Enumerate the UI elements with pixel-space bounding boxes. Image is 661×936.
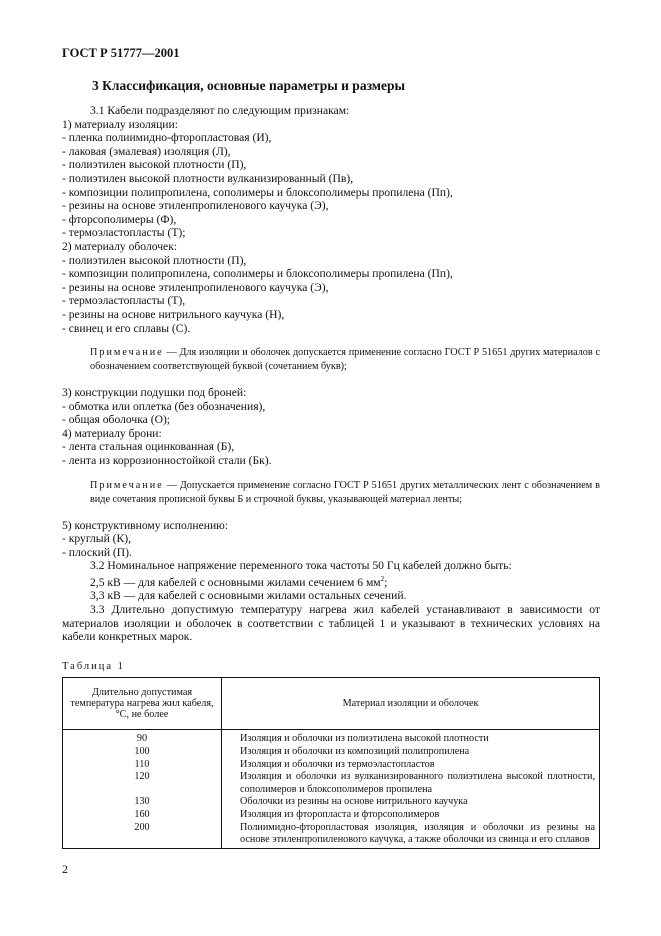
- voltage-line-1: 2,5 кВ — для кабелей с основными жилами сечением 6 $мм^2$;: [90, 575, 388, 589]
- material-cell: [222, 771, 600, 796]
- table-row: [63, 809, 600, 822]
- list-item: - пленка полиимидно-фторопластовая (И),: [62, 131, 272, 145]
- list-bedding: [62, 400, 600, 427]
- list-insulation: [62, 131, 600, 240]
- list-title-bedding: 3) конструкции подушки под броней:: [62, 386, 247, 400]
- section-title: 3 Классификация, основные параметры и размеры: [92, 78, 406, 93]
- table-row: [63, 771, 600, 796]
- material-cell: [222, 822, 600, 849]
- document-body: [62, 104, 600, 849]
- temperature-cell: 130: [63, 796, 222, 809]
- material-text: Оболочки из резины на основе нитрильного каучука: [240, 796, 468, 808]
- material-text: Полиимидно-фторопластовая изоляция, изоляция и оболочки из резины на основе этиленпропиленового каучука, а также оболочки из свинца и его сплавов: [240, 821, 595, 846]
- material-cell: [222, 730, 600, 746]
- list-title-design: 5) конструктивному исполнению:: [62, 518, 229, 532]
- temperature-cell: 120: [63, 771, 222, 796]
- list-item: - свинец и его сплавы (С).: [62, 321, 191, 335]
- temperature-cell: 200: [63, 822, 222, 849]
- list-armour: [62, 440, 600, 467]
- temperature-cell: 90: [63, 730, 222, 746]
- list-title-armour: 4) материалу брони:: [62, 426, 162, 440]
- list-item: - резины на основе этиленпропиленового каучука (Э),: [62, 280, 329, 294]
- table-row: [63, 796, 600, 809]
- material-cell: [222, 796, 600, 809]
- paragraph-3-2: 3.2 Номинальное напряжение переменного тока частоты 50 Гц кабелей должно быть:: [90, 559, 512, 573]
- voltage-line-2: 3,3 кВ — для кабелей с основными жилами остальных сечений.: [90, 589, 407, 603]
- note-label: Примечание: [90, 347, 164, 359]
- list-item: - общая оболочка (О);: [62, 413, 171, 427]
- list-item: - композиции полипропилена, сополимеры и блоксополимеры пропилена (Пп),: [62, 185, 453, 199]
- list-title-insulation: 1) материалу изоляции:: [62, 117, 178, 131]
- list-item: - круглый (К),: [62, 532, 132, 546]
- material-cell: [222, 809, 600, 822]
- table-row: [63, 759, 600, 772]
- paragraph-3-1: 3.1 Кабели подразделяют по следующим признакам:: [90, 104, 350, 117]
- temperature-cell: 110: [63, 759, 222, 772]
- material-text: Изоляция и оболочки из композиций полипропилена: [240, 746, 470, 758]
- document-header: ГОСТ Р 51777—2001: [62, 46, 180, 60]
- list-item: - лаковая (эмалевая) изоляция (Л),: [62, 144, 231, 158]
- list-item: - фторсополимеры (Ф),: [62, 212, 177, 226]
- list-item: - композиции полипропилена, сополимеры и блоксополимеры пропилена (Пп),: [62, 267, 453, 281]
- list-item: - плоский (П).: [62, 545, 132, 559]
- table-1: [62, 677, 600, 848]
- list-item: - лента из коррозионностойкой стали (Бк).: [62, 454, 272, 468]
- list-item: - термоэластопласты (Т),: [62, 294, 186, 308]
- paragraph-3-3: 3.3 Длительно допустимую температуру нагрева жил кабелей устанавливают в зависимости от материалов изоляции и оболочек в соответствии с таблицей 1 и указывают в технических условиях на кабели конкретных марок.: [62, 603, 600, 644]
- note-1: [62, 346, 600, 374]
- table-row: [63, 730, 600, 746]
- list-item: - обмотка или оплетка (без обозначения),: [62, 399, 266, 413]
- material-cell: [222, 759, 600, 772]
- material-text: Изоляция и оболочки из полиэтилена высокой плотности: [240, 733, 489, 745]
- list-item: - резины на основе этиленпропиленового каучука (Э),: [62, 199, 329, 213]
- table-row: [63, 822, 600, 849]
- note-text: — Допускается применение согласно ГОСТ Р 51651 других металлических лент с обозначением в виде сочетания прописной буквы Б и строчной буквы, указывающей материал ленты;: [90, 479, 600, 505]
- list-item: - полиэтилен высокой плотности (П),: [62, 253, 247, 267]
- table-caption: Таблица 1: [62, 660, 125, 672]
- list-design: [62, 532, 600, 559]
- material-text: Изоляция из фторопласта и фторсополимеров: [240, 809, 440, 821]
- page-number: 2: [62, 862, 68, 876]
- table-header-material: Материал изоляции и оболочек: [222, 678, 600, 730]
- temperature-cell: 160: [63, 809, 222, 822]
- table-row: [63, 746, 600, 759]
- material-cell: [222, 746, 600, 759]
- list-sheath: [62, 254, 600, 336]
- material-text: Изоляция и оболочки из вулканизированного полиэтилена высокой плотности, сополимеров и блоксополимеров пропилена: [240, 771, 595, 795]
- list-item: - термоэластопласты (Т);: [62, 226, 186, 240]
- temperature-cell: 100: [63, 746, 222, 759]
- table-header-temperature: Длительно допустимая температура нагрева жил кабеля, °С, не более: [63, 678, 222, 730]
- list-item: - резины на основе нитрильного каучука (Н),: [62, 307, 285, 321]
- list-item: - лента стальная оцинкованная (Б),: [62, 440, 235, 454]
- list-title-sheath: 2) материалу оболочек:: [62, 239, 178, 253]
- note-label: Примечание: [90, 479, 164, 491]
- list-item: - полиэтилен высокой плотности вулканизированный (Пв),: [62, 171, 354, 185]
- list-item: - полиэтилен высокой плотности (П),: [62, 158, 247, 172]
- material-text: Изоляция и оболочки из термоэластопластов: [240, 758, 435, 770]
- note-text: — Для изоляции и оболочек допускается применение согласно ГОСТ Р 51651 других материалов с обозначением соответствующей буквой (сочетанием букв);: [90, 347, 600, 373]
- note-2: [62, 479, 600, 507]
